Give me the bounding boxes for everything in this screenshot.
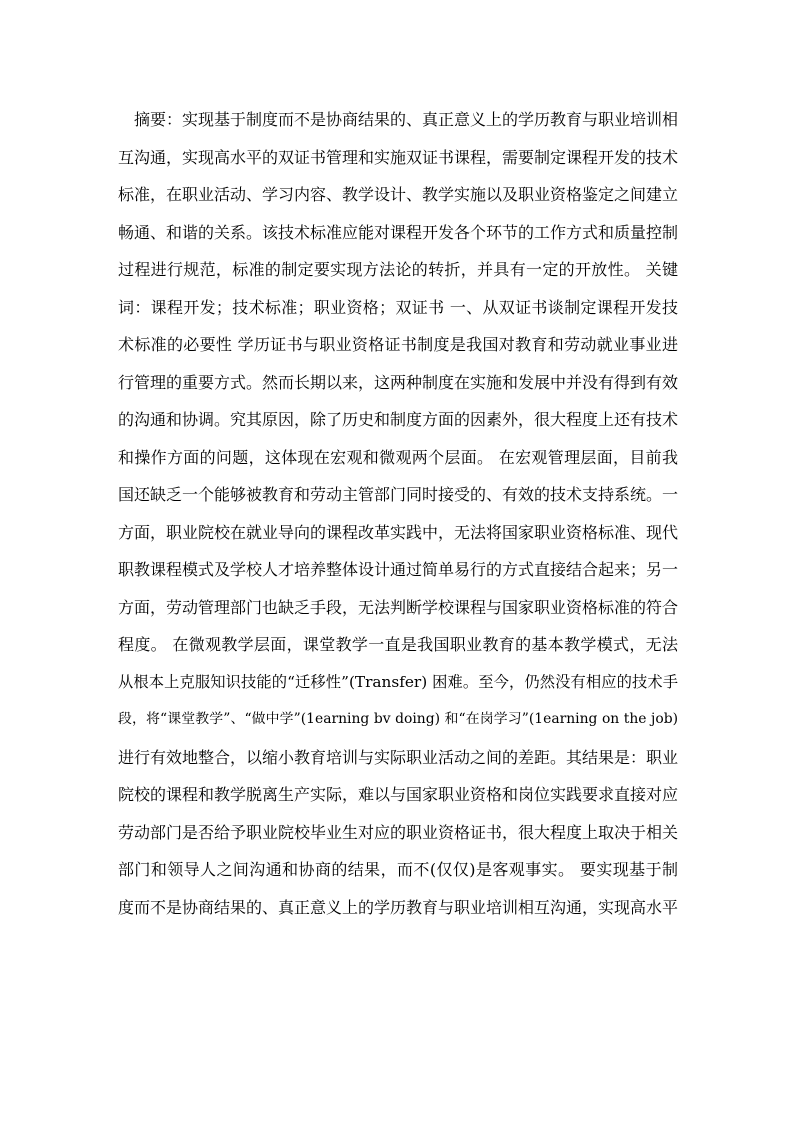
body-line-2: 互沟通，实现高水平的双证书管理和实施双证书课程，需要制定课程开发的技术	[118, 147, 679, 167]
body-line-9: 的沟通和协调。究其原因，除了历史和制度方面的因素外，很大程度上还有技术	[118, 410, 679, 429]
body-line-7: 术标准的必要性 学历证书与职业资格证书制度是我国对教育和劳动就业事业进	[118, 335, 678, 354]
body-line-16: 从根本上克服知识技能的“迁移性”(Transfer) 困难。至今，仍然没有相应的技术手	[118, 672, 678, 691]
body-line-4: 畅通、和谐的关系。该技术标准应能对课程开发各个环节的工作方式和质量控制	[118, 222, 679, 242]
body-line-12: 方面，职业院校在就业导向的课程改革实践中，无法将国家职业资格标准、现代	[118, 522, 679, 542]
body-line-3: 标准，在职业活动、学习内容、教学设计、教学实施以及职业资格鉴定之间建立	[118, 185, 679, 204]
body-line-19: 院校的课程和教学脱离生产实际，难以与国家职业资格和岗位实践要求直接对应	[118, 785, 679, 804]
body-line-1: 摘要：实现基于制度而不是协商结果的、真正意义上的学历教育与职业培训相	[134, 110, 679, 129]
body-line-17: 段，将“课堂教学”、“做中学”(1earning bv doing) 和“在岗学习”(1earning on the job)	[118, 711, 678, 727]
body-line-6: 词：课程开发；技术标准；职业资格；双证书 一、从双证书谈制定课程开发技	[118, 297, 678, 317]
body-line-22: 度而不是协商结果的、真正意义上的学历教育与职业培训相互沟通，实现高水平	[118, 897, 679, 917]
body-line-8: 行管理的重要方式。然而长期以来，这两种制度在实施和发展中并没有得到有效	[118, 372, 679, 392]
body-line-20: 劳动部门是否给予职业院校毕业生对应的职业资格证书，很大程度上取决于相关	[118, 822, 679, 842]
body-line-10: 和操作方面的问题，这体现在宏观和微观两个层面。 在宏观管理层面，目前我	[118, 447, 678, 467]
body-line-5: 过程进行规范，标准的制定要实现方法论的转折，并具有一定的开放性。 关键	[118, 260, 678, 279]
body-line-14: 方面，劳动管理部门也缺乏手段，无法判断学校课程与国家职业资格标准的符合	[118, 597, 679, 617]
body-line-11: 国还缺乏一个能够被教育和劳动主管部门同时接受的、有效的技术支持系统。一	[118, 485, 679, 504]
document-body	[118, 101, 678, 926]
body-line-21: 部门和领导人之间沟通和协商的结果，而不(仅仅)是客观事实。 要实现基于制	[118, 860, 678, 879]
body-line-18: 进行有效地整合，以缩小教育培训与实际职业活动之间的差距。其结果是：职业	[118, 747, 679, 767]
body-line-13: 职教课程模式及学校人才培养整体设计通过简单易行的方式直接结合起来；另一	[118, 560, 679, 579]
body-line-15: 程度。 在微观教学层面，课堂教学一直是我国职业教育的基本教学模式，无法	[118, 635, 678, 654]
